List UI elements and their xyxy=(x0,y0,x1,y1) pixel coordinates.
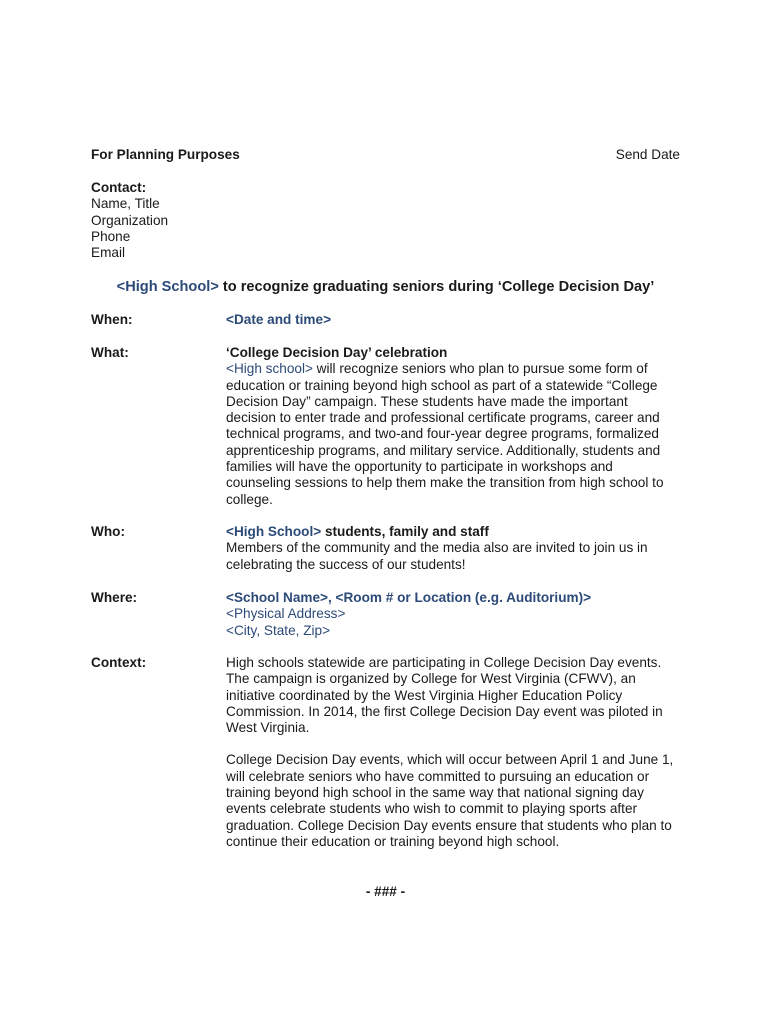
contact-heading: Contact: xyxy=(91,180,147,195)
where-line2: <Physical Address> xyxy=(226,606,346,622)
headline-text: to recognize graduating seniors during ‘College Decision Day’ xyxy=(218,279,655,295)
where-line1: <School Name>, <Room # or Location (e.g. Auditorium)> xyxy=(226,590,592,605)
context-label: Context: xyxy=(91,655,147,670)
contact-block xyxy=(91,180,168,261)
who-title xyxy=(226,524,681,540)
who-label: Who: xyxy=(91,524,125,539)
context-paragraph-2: College Decision Day events, which will occur between April 1 and June 1, will celebrate seniors who have committed to pursuing an education or training beyond high school in the same way that national signing day events celebrate students who wish to commit to playing sports after graduation. College Decision Day events ensure that students who plan to continue their education or training beyond high school. xyxy=(226,752,674,849)
who-title-rest: students, family and staff xyxy=(321,524,489,539)
header-row xyxy=(91,147,680,163)
send-date: Send Date xyxy=(615,147,680,162)
contact-email: Email xyxy=(91,245,125,261)
headline xyxy=(91,279,680,295)
where-line3: <City, State, Zip> xyxy=(226,622,331,638)
contact-name-title: Name, Title xyxy=(91,196,160,212)
headline-placeholder: <High School> xyxy=(116,279,219,295)
contact-organization: Organization xyxy=(91,212,169,228)
where-content xyxy=(226,590,681,639)
what-placeholder: <High school> xyxy=(226,361,313,377)
contact-phone: Phone xyxy=(91,228,131,244)
what-title: ‘College Decision Day’ celebration xyxy=(226,345,448,360)
who-placeholder: <High School> xyxy=(226,524,322,539)
when-content xyxy=(226,312,681,328)
context-paragraph-1: High schools statewide are participating in College Decision Day events. The campaign is organized by College for West Virginia (CFWV), an initiative coordinated by the West Virginia Higher Education Policy Commission. In 2014, the first College Decision Day event was piloted in West Virginia. xyxy=(226,655,663,736)
when-label: When: xyxy=(91,312,133,327)
context-content xyxy=(226,655,681,850)
where-label: Where: xyxy=(91,590,138,605)
who-body: Members of the community and the media also are invited to join us in celebrating the success of our students! xyxy=(226,540,648,572)
what-label: What: xyxy=(91,345,129,360)
end-marker: - ### - xyxy=(365,884,406,899)
when-value: <Date and time> xyxy=(226,312,332,327)
who-content xyxy=(226,524,681,573)
what-body-paragraph xyxy=(226,361,681,508)
planning-label: For Planning Purposes xyxy=(91,147,240,162)
what-content xyxy=(226,345,681,508)
what-body: will recognize seniors who plan to pursue some form of education or training beyond high school as part of a statewide “College Decision Day” campaign. These students have made the important decision to enter trade and professional certificate programs, career and technical programs, and two-and four-year degree programs, formalized apprenticeship programs, and military service. Additionally, students and families will have the opportunity to participate in workshops and counseling sessions to help them make the transition from high school to college. xyxy=(226,361,664,507)
